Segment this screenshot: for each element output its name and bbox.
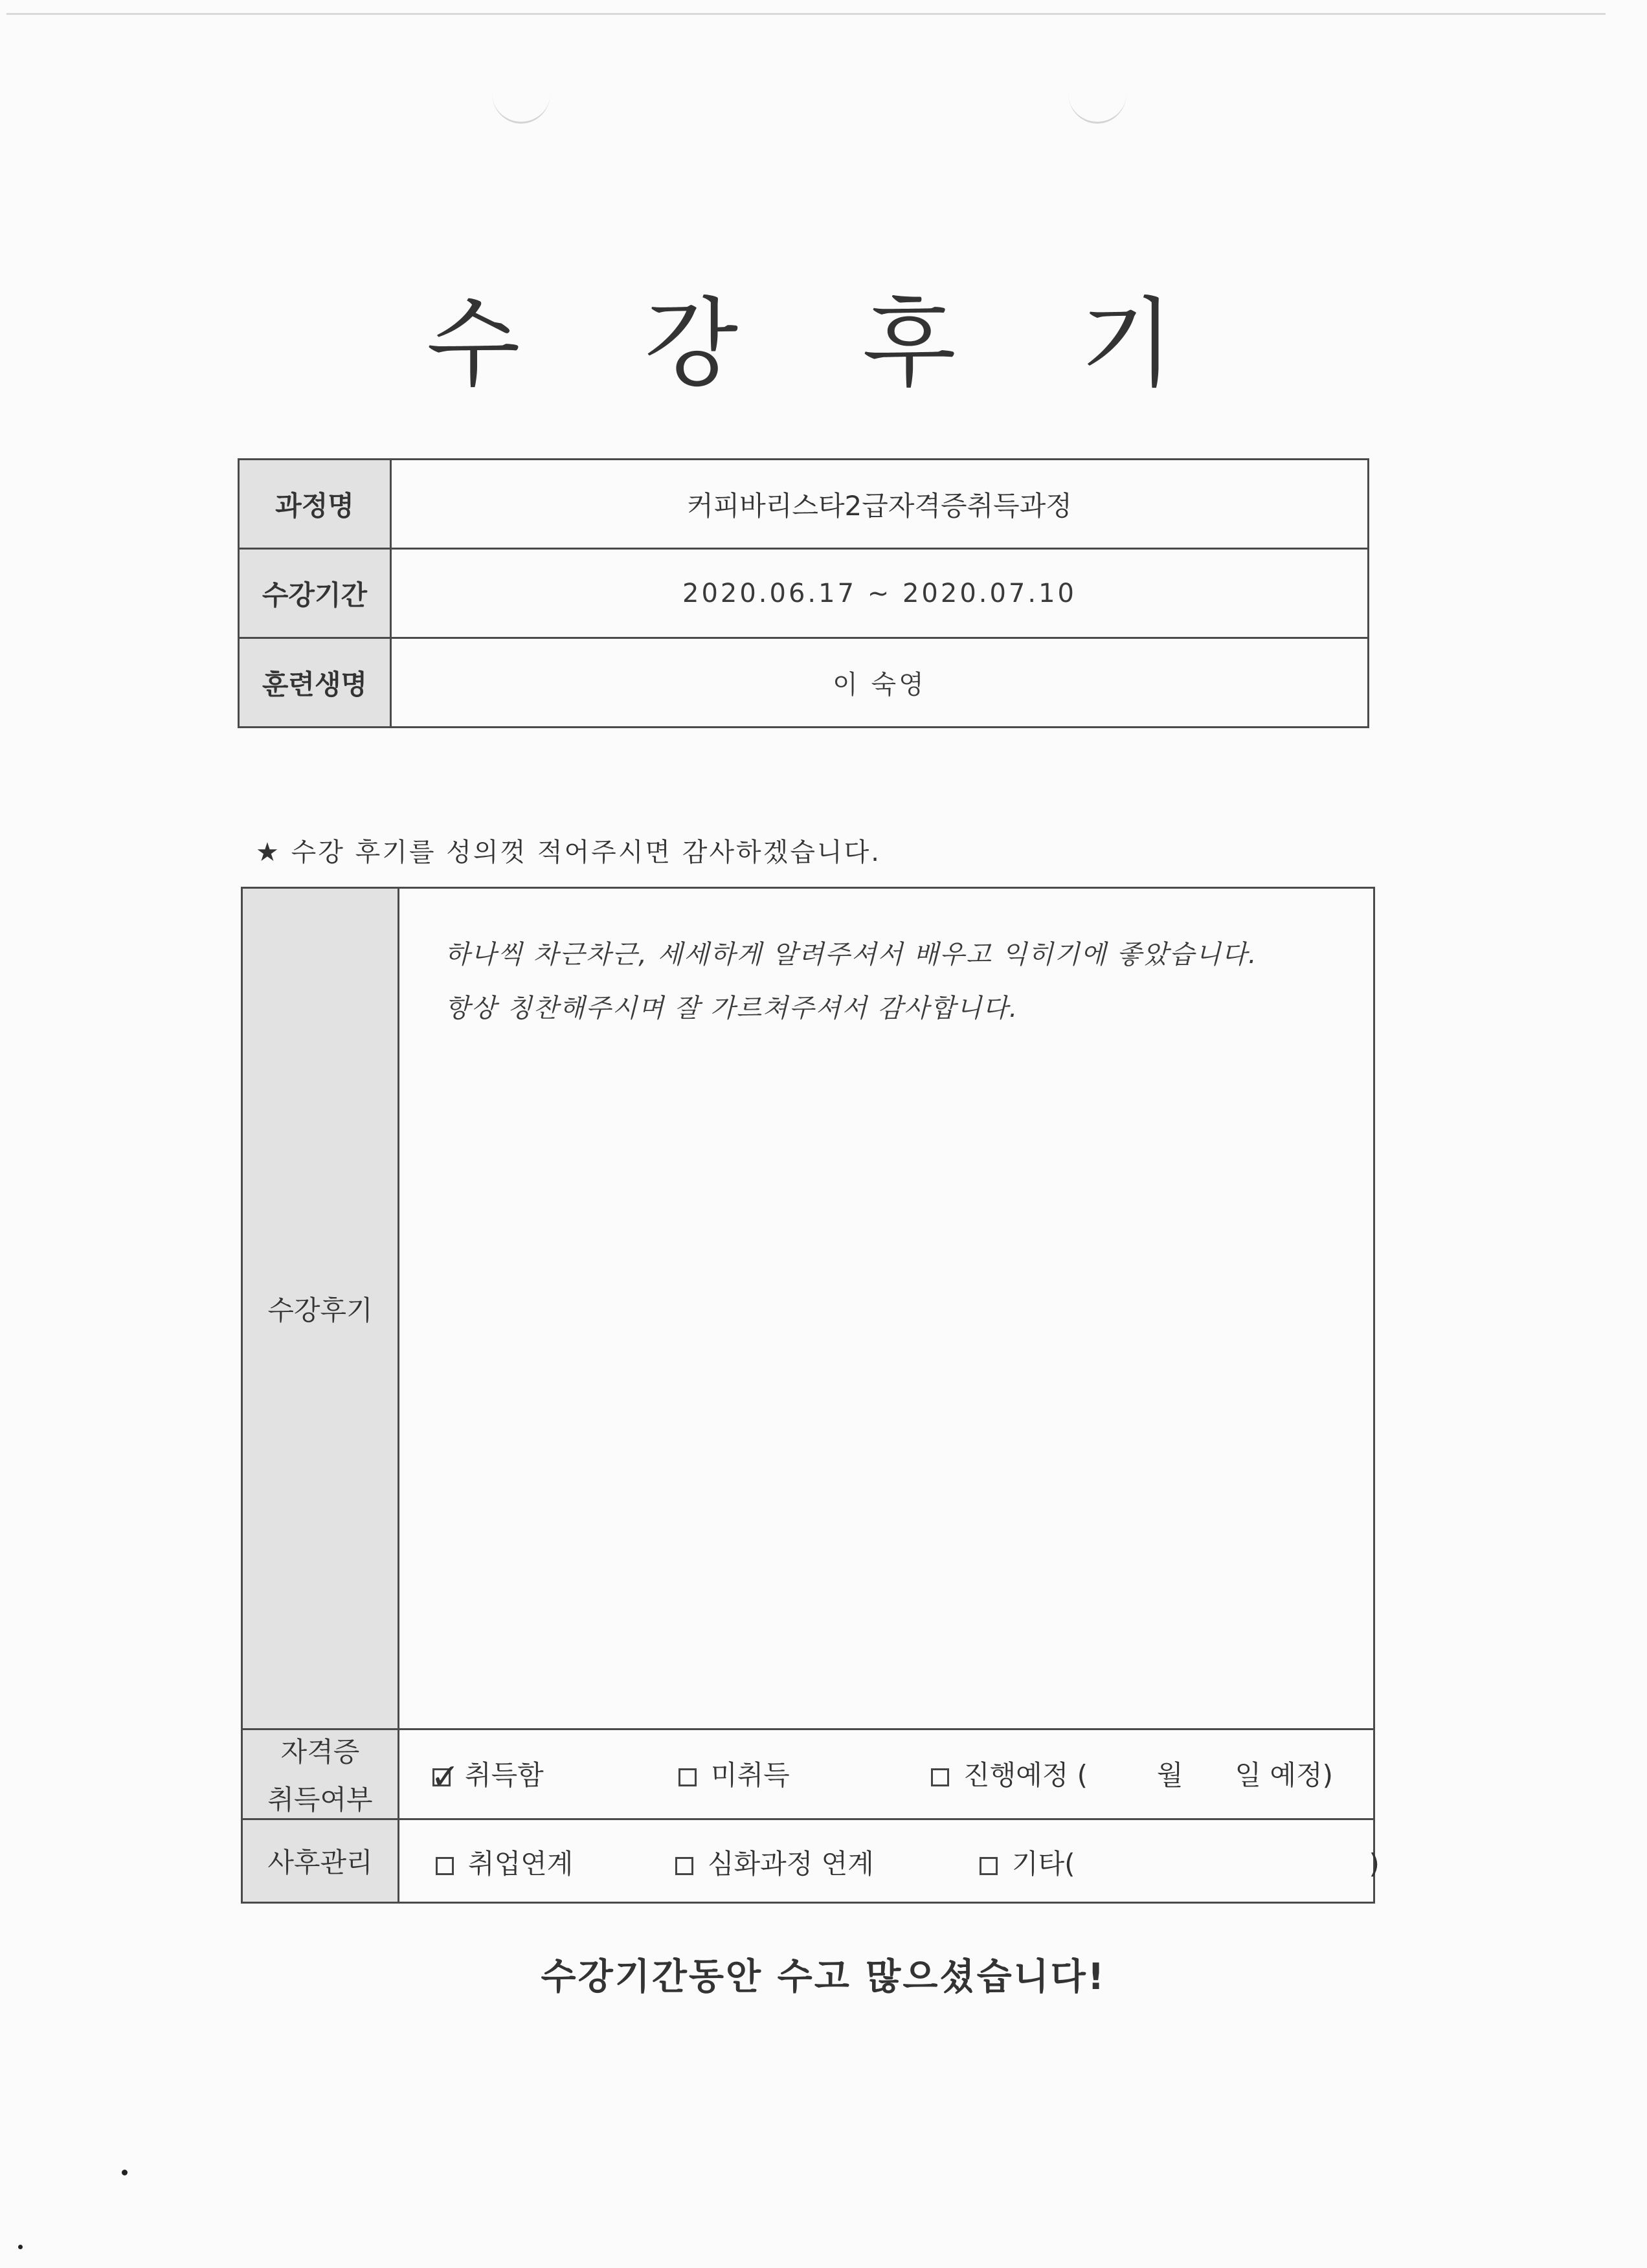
review-row [242,888,1374,1729]
course-info-table [238,458,1369,728]
period-label: 수강기간 [239,549,391,638]
certification-label-line2: 취득여부 [267,1784,373,1816]
checkbox-advanced-course[interactable] [675,1857,693,1875]
checkbox-other[interactable] [980,1857,998,1875]
checkbox-job-link[interactable] [436,1857,454,1875]
punch-hole-left [492,63,550,124]
certification-label-line1: 자격증 [280,1736,360,1768]
option-advanced-course[interactable] [675,1843,874,1882]
option-job-link[interactable] [436,1843,573,1882]
page-title: 수 강 후 기 [426,288,1221,401]
option-planned[interactable] [931,1754,1333,1793]
checkbox-obtained[interactable] [431,1755,460,1797]
period-row [239,549,1369,638]
option-job-link-label: 취업연계 [468,1848,574,1880]
aftercare-label: 사후관리 [242,1819,399,1903]
checkbox-planned[interactable] [931,1768,949,1786]
certification-options [399,1729,1374,1819]
option-obtained-label: 취득함 [465,1759,544,1791]
course-label: 과정명 [239,460,391,549]
option-other[interactable] [980,1843,1380,1882]
option-obtained[interactable] [431,1754,544,1797]
aftercare-row [242,1819,1374,1903]
option-planned-label: 진행예정 ( 월 일 예정) [963,1759,1333,1791]
period-value: 2020.06.17 ~ 2020.07.10 [391,549,1369,638]
closing-message: 수강기간동안 수고 많으셨습니다! [541,1956,1106,1998]
certification-label [242,1729,399,1819]
checkbox-not-obtained[interactable] [678,1768,697,1786]
certification-row [242,1729,1374,1819]
trainee-label: 훈련생명 [239,638,391,728]
review-label: 수강후기 [242,888,399,1729]
course-value: 커피바리스타2급자격증취득과정 [391,460,1369,549]
review-body[interactable] [399,888,1374,1729]
review-line-2: 항상 칭찬해주시며 잘 가르쳐주셔서 감사합니다. [445,994,1019,1023]
notice-text: ★ 수강 후기를 성의껏 적어주시면 감사하겠습니다. [256,838,881,867]
aftercare-options [399,1819,1380,1903]
option-advanced-course-label: 심화과정 연계 [708,1848,874,1880]
trainee-value: 이 숙영 [391,638,1369,728]
option-other-label: 기타( ) [1012,1848,1380,1880]
review-line-1: 하나씩 차근차근, 세세하게 알려주셔서 배우고 익히기에 좋았습니다. [445,940,1258,970]
option-not-obtained[interactable] [678,1754,790,1793]
scan-speck [18,2245,23,2249]
option-not-obtained-label: 미취득 [711,1759,790,1791]
scan-edge-line [6,13,1606,15]
punch-hole-right [1068,63,1126,124]
trainee-row [239,638,1369,728]
scan-speck [122,2170,128,2175]
course-row [239,460,1369,549]
review-table [241,887,1380,1904]
checkmark-icon: ✓ [431,1755,460,1797]
